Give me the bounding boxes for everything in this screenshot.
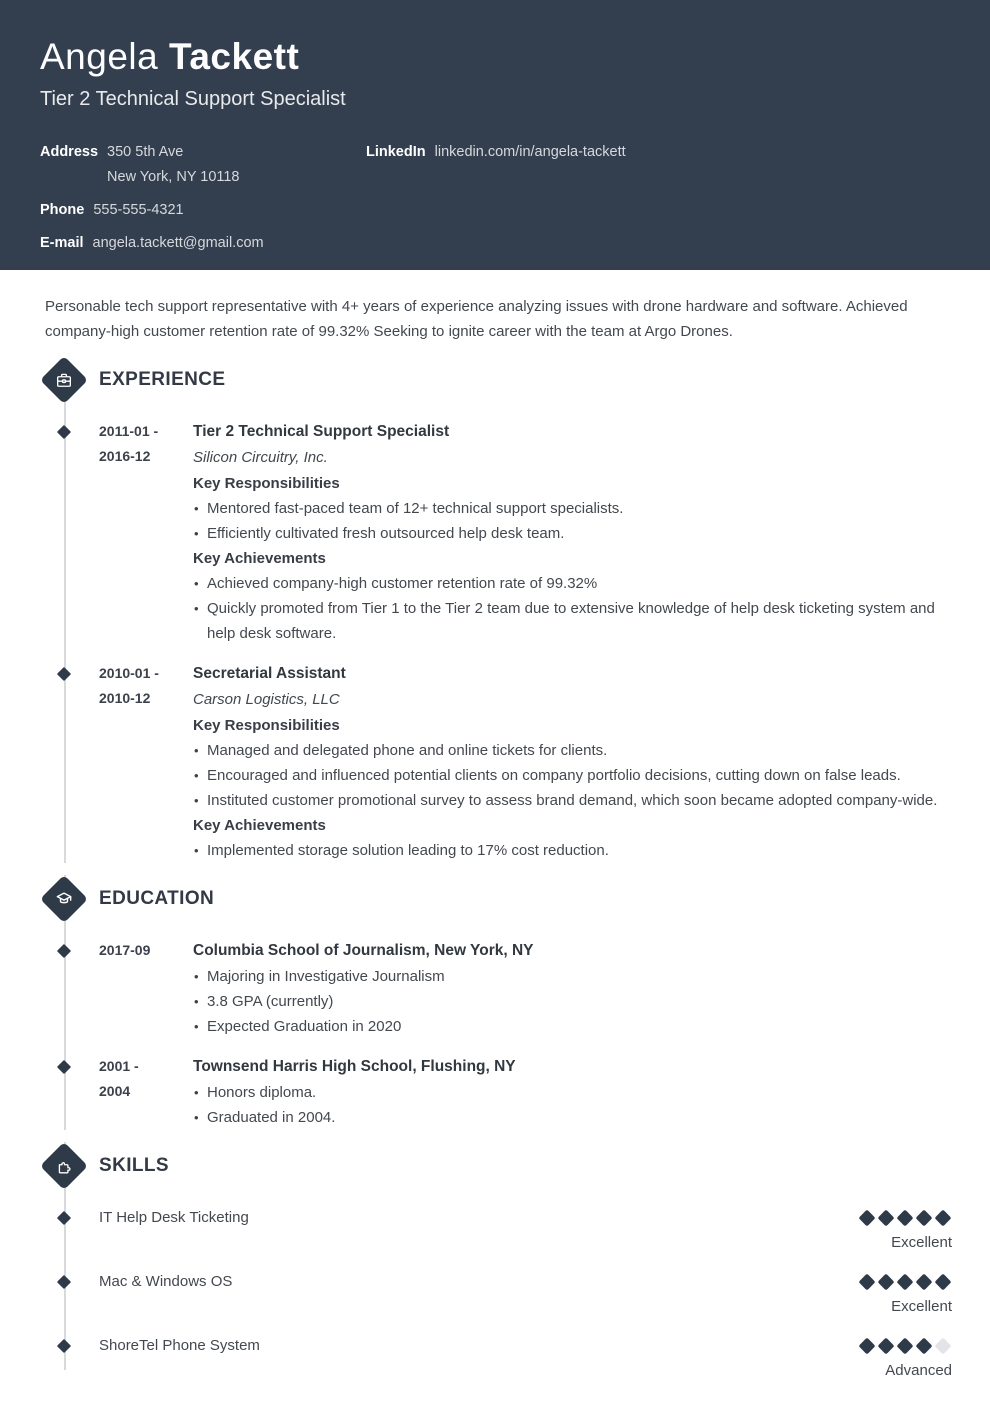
skill-row [45,1269,952,1318]
education-section-title: EDUCATION [99,888,215,909]
address-line2: New York, NY 10118 [107,169,240,185]
rating-diamond-filled-icon [897,1210,914,1227]
school-name: Townsend Harris High School, Flushing, NY [193,1058,516,1075]
contact-linkedin-row [366,140,626,165]
contact-address-row [40,140,366,190]
contact-phone-row [40,198,366,223]
skill-name: ShoreTel Phone System [99,1337,260,1354]
achievements-list [193,571,952,646]
list-item: • Honors diploma. [193,1080,952,1105]
diamond-icon [57,1060,71,1074]
rating-diamond-filled-icon [878,1338,895,1355]
rating-diamond-filled-icon [935,1210,952,1227]
list-item: • Encouraged and influenced potential clients on company portfolio decisions, cutting down on false leads. [193,763,952,788]
rating-diamond-filled-icon [916,1274,933,1291]
rating-diamond-filled-icon [897,1274,914,1291]
rating-diamonds [861,1269,952,1295]
rating-diamond-filled-icon [859,1210,876,1227]
group-heading: Key Achievements [193,817,326,834]
linkedin-label: LinkedIn [366,144,426,160]
diamond-icon [57,1275,71,1289]
briefcase-icon [40,356,88,404]
school-name: Columbia School of Journalism, New York, NY [193,942,534,959]
job-position-title: Tier 2 Technical Support Specialist [193,423,450,440]
person-name [40,34,950,80]
address-label: Address [40,144,99,160]
diamond-icon [57,1211,71,1225]
skill-name: Mac & Windows OS [99,1273,233,1290]
diamond-icon [57,1339,71,1353]
list-item: • Managed and delegated phone and online tickets for clients. [193,738,952,763]
diamond-icon [57,425,71,439]
experience-section [45,356,952,863]
rating-diamonds [861,1333,952,1359]
phone-label: Phone [40,202,85,218]
education-dates: 2001 - 2004 [99,1058,139,1099]
rating-diamond-filled-icon [916,1210,933,1227]
rating-diamond-empty-icon [935,1338,952,1355]
rating-diamonds [861,1205,952,1231]
list-item: • Efficiently cultivated fresh outsourced help desk team. [193,521,952,546]
group-heading: Key Achievements [193,550,326,567]
list-item: • Majoring in Investigative Journalism [193,964,952,989]
skill-rating [861,1269,952,1318]
contact-column-right [366,140,626,264]
list-item: • 3.8 GPA (currently) [193,989,952,1014]
rating-diamond-filled-icon [878,1210,895,1227]
list-item: • Instituted customer promotional survey to assess brand demand, which soon became adopted company-wide. [193,788,952,813]
achievements-list [193,838,952,863]
first-name: Angela [40,36,159,77]
puzzle-piece-icon [40,1142,88,1190]
skills-section-header [45,1142,952,1190]
list-item: • Implemented storage solution leading to 17% cost reduction. [193,838,952,863]
skills-section [45,1142,952,1382]
experience-dates: 2010-01 - 2010-12 [99,665,159,706]
experience-entry [45,661,952,863]
education-details-list [193,1080,952,1130]
contact-block [40,140,950,264]
last-name: Tackett [169,36,300,77]
education-section-header [45,875,952,923]
skill-rating [861,1333,952,1382]
phone-value: 555-555-4321 [93,202,184,218]
experience-entry [45,419,952,646]
list-item: • Mentored fast-paced team of 12+ technical support specialists. [193,496,952,521]
skill-rating [861,1205,952,1254]
education-details-list [193,964,952,1039]
education-section [45,875,952,1130]
job-position-title: Secretarial Assistant [193,665,346,682]
skill-level-label: Excellent [891,1298,952,1315]
experience-section-title: EXPERIENCE [99,369,226,390]
skills-section-title: SKILLS [99,1155,169,1176]
diamond-icon [57,944,71,958]
list-item: • Achieved company-high customer retention rate of 99.32% [193,571,952,596]
rating-diamond-filled-icon [859,1338,876,1355]
skill-row [45,1333,952,1382]
group-heading: Key Responsibilities [193,717,340,734]
list-item: • Quickly promoted from Tier 1 to the Tier 2 team due to extensive knowledge of help desk ticketing system and help desk software. [193,596,952,646]
linkedin-value: linkedin.com/in/angela-tackett [434,144,626,160]
skill-level-label: Excellent [891,1234,952,1251]
list-item: • Graduated in 2004. [193,1105,952,1130]
graduation-cap-icon [40,875,88,923]
professional-summary: Personable tech support representative with 4+ years of experience analyzing issues with drone hardware and software. Achieved company-high customer retention rate of 99.32% Seeking to ignite career with the team at Argo Drones. [45,298,908,340]
email-label: E-mail [40,235,84,251]
education-entry [45,938,952,1039]
address-value [107,140,239,190]
resume-header [0,0,990,270]
contact-email-row [40,231,366,256]
company-name: Silicon Circuitry, Inc. [193,449,328,466]
skill-level-label: Advanced [885,1362,952,1379]
rating-diamond-filled-icon [916,1338,933,1355]
responsibilities-list [193,738,952,813]
experience-dates: 2011-01 - 2016-12 [99,423,159,464]
resume-body [0,294,990,1422]
education-dates: 2017-09 [99,942,151,958]
list-item: • Expected Graduation in 2020 [193,1014,952,1039]
group-heading: Key Responsibilities [193,475,340,492]
experience-section-header [45,356,952,404]
company-name: Carson Logistics, LLC [193,691,340,708]
job-title: Tier 2 Technical Support Specialist [40,88,346,110]
address-line1: 350 5th Ave [107,144,184,160]
contact-column-left [40,140,366,264]
responsibilities-list [193,496,952,546]
rating-diamond-filled-icon [935,1274,952,1291]
rating-diamond-filled-icon [859,1274,876,1291]
education-entry [45,1054,952,1130]
skill-name: IT Help Desk Ticketing [99,1209,249,1226]
rating-diamond-filled-icon [897,1338,914,1355]
diamond-icon [57,667,71,681]
email-value: angela.tackett@gmail.com [92,235,264,251]
skill-row [45,1205,952,1254]
rating-diamond-filled-icon [878,1274,895,1291]
